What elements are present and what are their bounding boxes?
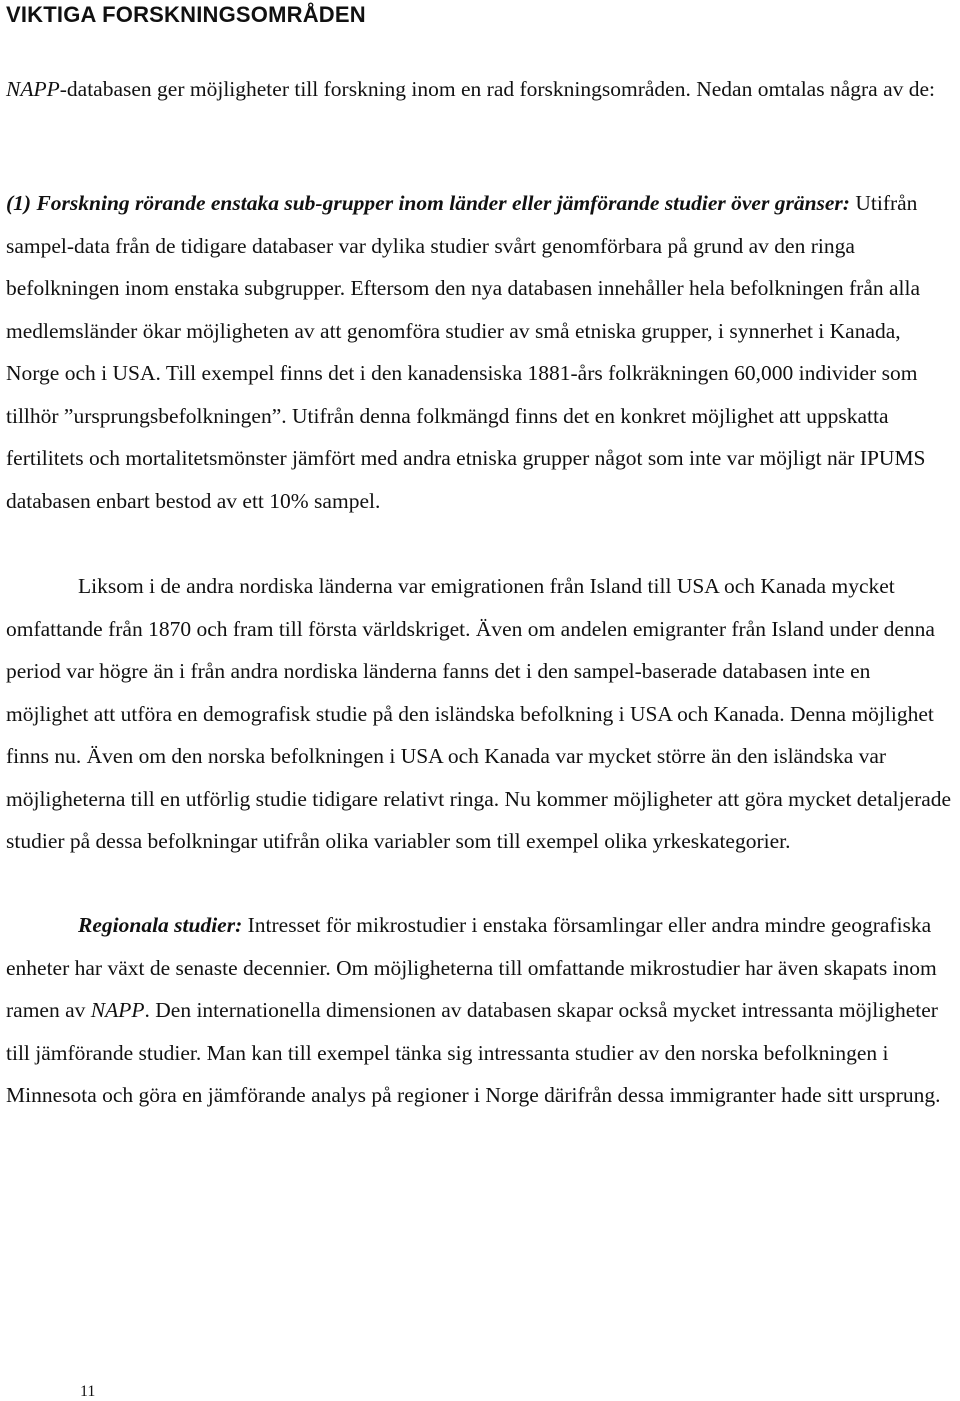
- liksom-text: Liksom i de andra nordiska länderna var emigrationen från Island till USA och Kanada mycket omfattande från 1870 och fram till första världskriget. Även om andelen emigranter från Island under denna period var högre än i från andra nordiska länderna fanns det i den sampel-baserade databasen inte en möjlighet att utföra en demografisk studie på den isländska befolkning i USA och Kanada. Denna möjlighet finns nu. Även om den norska befolkningen i USA och Kanada var mycket större än den isländska var möjligheterna till en utförlig studie tidigare relativt ringa. Nu kommer möjligheter att göra mycket detaljerade studier på dessa befolkningar utifrån olika variabler som till exempel olika yrkeskategorier.: [6, 574, 952, 853]
- regional-title: Regionala studier:: [78, 913, 243, 937]
- regional-paragraph: [6, 904, 954, 1117]
- page-number: 11: [80, 1383, 96, 1400]
- regional-text-after: . Den internationella dimensionen av databasen skapar också mycket intressanta möjligheter till jämförande studier. Man kan till exempel tänka sig intressanta studier av den norska befolkningen i Minnesota och göra en jämförande analys på regioner i Norge därifrån dessa immigranter hade sitt ursprung.: [6, 998, 941, 1107]
- regional-text-before: Intresset för mikrostudier i enstaka församlingar eller andra mindre geografiska enheter har växt de senaste decennier. Om möjligheterna till omfattande mikrostudier har även skapats inom ramen av: [6, 913, 937, 1022]
- intro-paragraph: [6, 68, 954, 111]
- section1-text: Utifrån sampel-data från de tidigare databaser var dylika studier svårt genomförbara på grund av den ringa befolkningen inom enstaka subgrupper. Eftersom den nya databasen innehåller hela befolkningen från alla medlemsländer ökar möjligheten av att genomföra studier av små etniska grupper, i synnerhet i Kanada, Norge och i USA. Till exempel finns det i den kanadensiska 1881-års folkräkningen 60,000 individer som tillhör ”ursprungsbefolkningen”. Utifrån denna folkmängd finns det en konkret möjlighet att uppskatta fertilitets och mortalitetsmönster jämfört med andra etniska grupper något som inte var möjligt när IPUMS databasen enbart bestod av ett 10% sampel.: [6, 191, 926, 513]
- napp-term: NAPP: [6, 77, 60, 101]
- napp-term: NAPP: [90, 998, 145, 1022]
- section-heading: VIKTIGA FORSKNINGSOMRÅDEN: [6, 2, 366, 27]
- section1-paragraph: [6, 182, 954, 522]
- intro-text: -databasen ger möjligheter till forskning inom en rad forskningsområden. Nedan omtalas några av de:: [59, 77, 936, 101]
- liksom-paragraph: [6, 565, 954, 863]
- section1-title: (1) Forskning rörande enstaka sub-grupper inom länder eller jämförande studier över gränser:: [6, 191, 850, 215]
